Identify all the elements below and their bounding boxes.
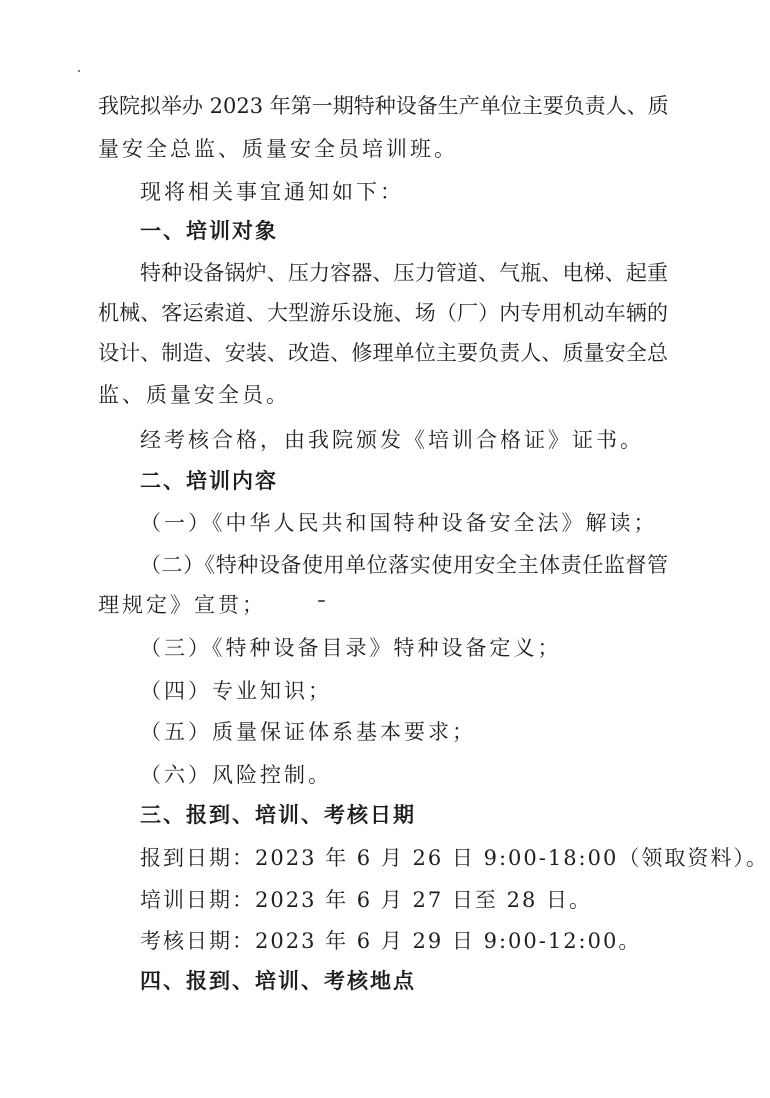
section-heading-1: 一、培训对象 xyxy=(140,219,278,243)
training-target-line-3: 设计、制造、安装、改造、修理单位主要负责人、质量安全总 xyxy=(98,341,668,365)
content-item-2-continued: 理规定》宣贯； xyxy=(98,593,266,617)
content-item-2: （二）《特种设备使用单位落实使用安全主体责任监督管 xyxy=(140,553,668,577)
content-item-1: （一）《中华人民共和国特种设备安全法》解读； xyxy=(140,511,658,535)
content-item-6: （六）风险控制。 xyxy=(140,763,332,787)
section-heading-3: 三、报到、培训、考核日期 xyxy=(140,803,416,827)
content-item-5: （五）质量保证体系基本要求； xyxy=(140,720,476,744)
notice-text: 现将相关事宜通知如下： xyxy=(140,180,404,204)
date-training: 培训日期：2023 年 6 月 27 日至 28 日。 xyxy=(140,888,592,912)
training-target-line-1: 特种设备锅炉、压力容器、压力管道、气瓶、电梯、起重 xyxy=(140,261,668,285)
content-item-4: （四）专业知识； xyxy=(140,679,332,703)
intro-line-1: 我院拟举办 2023 年第一期特种设备生产单位主要负责人、质 xyxy=(98,94,669,118)
section-heading-4: 四、报到、培训、考核地点 xyxy=(140,969,416,993)
training-target-line-2: 机械、客运索道、大型游乐设施、场（厂）内专用机动车辆的 xyxy=(98,301,668,325)
intro-line-2: 量安全总监、质量安全员培训班。 xyxy=(98,137,458,161)
date-registration: 报到日期：2023 年 6 月 26 日 9:00-18:00（领取资料）。 xyxy=(140,846,769,870)
certificate-text: 经考核合格，由我院颁发《培训合格证》证书。 xyxy=(140,428,644,452)
section-heading-2: 二、培训内容 xyxy=(140,469,278,493)
scan-speck xyxy=(78,70,80,72)
date-exam: 考核日期：2023 年 6 月 29 日 9:00-12:00。 xyxy=(140,929,642,953)
training-target-line-4: 监、质量安全员。 xyxy=(98,383,290,407)
content-item-3: （三）《特种设备目录》特种设备定义； xyxy=(140,636,562,660)
